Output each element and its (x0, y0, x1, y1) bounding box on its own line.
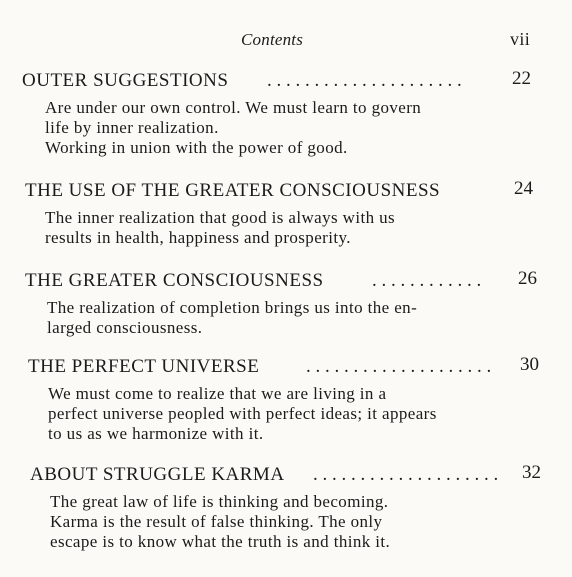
page-header (0, 30, 572, 54)
toc-leader-dots: . . . . . . . . . . . . . . . . . . . . (313, 464, 499, 485)
description-line: The inner realization that good is always with us (45, 208, 396, 227)
running-head: Contents (241, 30, 304, 49)
toc-entry-title: THE USE OF THE GREATER CONSCIOUSNESS (25, 180, 441, 201)
toc-entry-title: THE GREATER CONSCIOUSNESS (25, 270, 324, 291)
toc-entry-title: ABOUT STRUGGLE KARMA (30, 464, 285, 485)
description-line: perfect universe peopled with perfect ideas; it appears (48, 404, 437, 423)
description-line: Karma is the result of false thinking. The only (50, 512, 383, 531)
toc-leader-dots: . . . . . . . . . . . . . . . . . . . . (306, 356, 492, 377)
toc-entry-title: OUTER SUGGESTIONS (22, 70, 229, 91)
page-number: vii (510, 29, 531, 49)
description-line: escape is to know what the truth is and think it. (50, 532, 391, 551)
description-line: Are under our own control. We must learn to govern (45, 98, 422, 117)
toc-entry-description (50, 492, 520, 552)
toc-entry-page: 24 (514, 178, 533, 199)
description-line: We must come to realize that we are living in a (48, 384, 387, 403)
description-line: to us as we harmonize with it. (48, 424, 264, 443)
description-line: Working in union with the power of good. (45, 138, 348, 157)
description-line: The realization of completion brings us into the en- (47, 298, 418, 317)
toc-entry-description (45, 98, 515, 158)
toc-entry-description (48, 384, 518, 444)
description-line: larged consciousness. (47, 318, 203, 337)
toc-entry-title: THE PERFECT UNIVERSE (28, 356, 260, 377)
toc-entry-page: 32 (522, 462, 541, 483)
toc-entry-description (45, 208, 515, 248)
toc-entry-description (47, 298, 517, 338)
description-line: life by inner realization. (45, 118, 219, 137)
description-line: The great law of life is thinking and becoming. (50, 492, 389, 511)
toc-leader-dots: . . . . . . . . . . . . (372, 270, 482, 291)
toc-entry-page: 30 (520, 354, 539, 375)
toc-leader-dots: . . . . . . . . . . . . . . . . . . . . . (267, 70, 462, 91)
toc-entry-page: 26 (518, 268, 537, 289)
toc-entry-page: 22 (512, 68, 531, 89)
description-line: results in health, happiness and prosperity. (45, 228, 351, 247)
